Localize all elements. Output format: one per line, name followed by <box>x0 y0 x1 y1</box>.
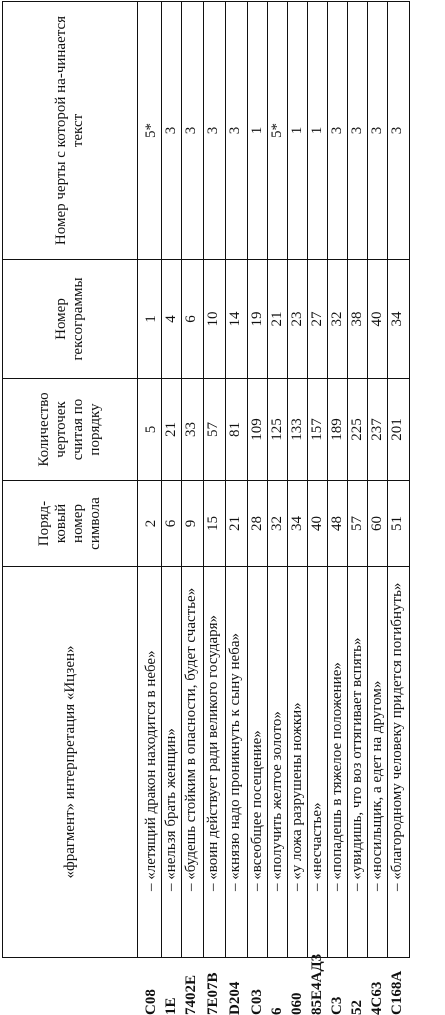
strokes-cell: 225 <box>348 379 368 481</box>
table-row <box>308 2 328 958</box>
interpretation-text: – «носильщик, а едет на другом» <box>369 680 385 891</box>
ordinal-cell: 60 <box>368 481 388 567</box>
header-ordinal: Поряд-ковый номер символа <box>3 481 138 567</box>
interpretation-cell <box>226 567 248 1015</box>
line-cell: 3 <box>388 2 410 260</box>
ordinal-cell: 57 <box>348 481 368 567</box>
ordinal-cell: 15 <box>204 481 226 567</box>
hexagram-cell: 23 <box>288 260 308 379</box>
interpretation-text: – «воин действует ради великого государя» <box>205 614 221 891</box>
table-row <box>162 2 182 958</box>
header-strokes: Количество черточек считая по порядку <box>3 379 138 481</box>
symbol-code: C03 <box>249 989 265 1015</box>
interpretation-text: – «всеобщее посещение» <box>249 730 265 891</box>
hexagram-cell: 4 <box>162 260 182 379</box>
table-row <box>368 2 388 958</box>
line-cell: 1 <box>288 2 308 260</box>
header-line: Номер черты с которой на-чинается текст <box>3 2 138 260</box>
interpretation-text: – «получить желтое золото» <box>269 711 285 891</box>
ordinal-cell: 48 <box>328 481 348 567</box>
interpretation-cell <box>308 567 328 1015</box>
strokes-cell: 237 <box>368 379 388 481</box>
strokes-cell: 201 <box>388 379 410 481</box>
table-row <box>248 2 268 958</box>
table-row <box>288 2 308 958</box>
strokes-cell: 125 <box>268 379 288 481</box>
symbol-code: C08 <box>143 989 159 1015</box>
symbol-code: 85E4АД3 <box>309 953 325 1015</box>
symbol-code: 7E07B <box>205 972 221 1015</box>
interpretation-cell <box>348 567 368 1015</box>
hexagram-cell: 19 <box>248 260 268 379</box>
interpretation-text: – «увидишь, что воз оттягивает вспять» <box>349 637 365 891</box>
line-cell: 3 <box>348 2 368 260</box>
symbol-code: C168A <box>389 970 405 1015</box>
interpretation-cell <box>388 567 410 1015</box>
line-cell: 3 <box>368 2 388 260</box>
interpretation-cell <box>268 567 288 1015</box>
ordinal-cell: 6 <box>162 481 182 567</box>
interpretation-text: – «благородному человеку придется погибнуть» <box>389 582 405 891</box>
interpretation-text: – «будешь стойким в опасности, будет счастье» <box>183 587 199 891</box>
header-row <box>3 2 138 958</box>
ordinal-cell: 51 <box>388 481 410 567</box>
interpretation-text: – «князю надо проникнуть к сыну неба» <box>227 633 243 891</box>
interpretation-cell <box>162 567 182 1015</box>
strokes-cell: 109 <box>248 379 268 481</box>
symbol-code: 6 <box>269 1007 285 1015</box>
interpretation-text: – «у ложа разрушены ножки» <box>289 702 305 891</box>
header-hexagram: Номер гексограммы <box>3 260 138 379</box>
line-cell: 3 <box>226 2 248 260</box>
line-cell: 3 <box>162 2 182 260</box>
line-cell: 5* <box>138 2 162 260</box>
interpretation-text: – «нельзя брать женщин» <box>163 728 179 891</box>
line-cell: 1 <box>248 2 268 260</box>
symbol-code: D204 <box>227 981 243 1015</box>
interpretation-cell <box>368 567 388 1015</box>
hexagram-cell: 14 <box>226 260 248 379</box>
table-row <box>348 2 368 958</box>
symbol-code: 060 <box>289 992 305 1015</box>
interpretation-cell <box>248 567 268 1015</box>
line-cell: 3 <box>328 2 348 260</box>
hexagram-cell: 34 <box>388 260 410 379</box>
strokes-cell: 133 <box>288 379 308 481</box>
strokes-cell: 21 <box>162 379 182 481</box>
ordinal-cell: 32 <box>268 481 288 567</box>
interpretation-cell <box>204 567 226 1015</box>
hexagram-cell: 38 <box>348 260 368 379</box>
symbol-code: C3 <box>329 996 345 1015</box>
strokes-cell: 5 <box>138 379 162 481</box>
ordinal-cell: 34 <box>288 481 308 567</box>
ordinal-cell: 2 <box>138 481 162 567</box>
hexagram-table <box>2 1 410 1015</box>
hexagram-cell: 40 <box>368 260 388 379</box>
line-cell: 3 <box>204 2 226 260</box>
ordinal-cell: 40 <box>308 481 328 567</box>
symbol-code: 52 <box>349 1000 365 1015</box>
strokes-cell: 33 <box>182 379 204 481</box>
symbol-code: 1E <box>163 997 179 1015</box>
symbol-code: 7402E <box>183 974 199 1015</box>
header-fragment: «фрагмент» интерпретация «Ицзен» <box>3 567 138 958</box>
hexagram-cell: 21 <box>268 260 288 379</box>
strokes-cell: 157 <box>308 379 328 481</box>
hexagram-cell: 6 <box>182 260 204 379</box>
strokes-cell: 57 <box>204 379 226 481</box>
ordinal-cell: 28 <box>248 481 268 567</box>
ordinal-cell: 9 <box>182 481 204 567</box>
interpretation-cell <box>288 567 308 1015</box>
line-cell: 3 <box>182 2 204 260</box>
table-row <box>138 2 162 958</box>
interpretation-text: – «летящий дракон находится в небе» <box>143 650 159 891</box>
interpretation-cell <box>182 567 204 1015</box>
interpretation-text: – «попадешь в тяжелое положение» <box>329 662 345 891</box>
symbol-code: 4C63 <box>369 981 385 1015</box>
table-row <box>268 2 288 958</box>
strokes-cell: 189 <box>328 379 348 481</box>
hexagram-cell: 27 <box>308 260 328 379</box>
ordinal-cell: 21 <box>226 481 248 567</box>
table-row <box>328 2 348 958</box>
hexagram-cell: 1 <box>138 260 162 379</box>
hexagram-cell: 32 <box>328 260 348 379</box>
table-row <box>388 2 410 958</box>
interpretation-cell <box>328 567 348 1015</box>
strokes-cell: 81 <box>226 379 248 481</box>
table-row <box>204 2 226 958</box>
line-cell: 5* <box>268 2 288 260</box>
interpretation-cell <box>138 567 162 1015</box>
table-row <box>226 2 248 958</box>
interpretation-text: – «несчастье» <box>309 802 325 891</box>
hexagram-cell: 10 <box>204 260 226 379</box>
line-cell: 1 <box>308 2 328 260</box>
table-row <box>182 2 204 958</box>
